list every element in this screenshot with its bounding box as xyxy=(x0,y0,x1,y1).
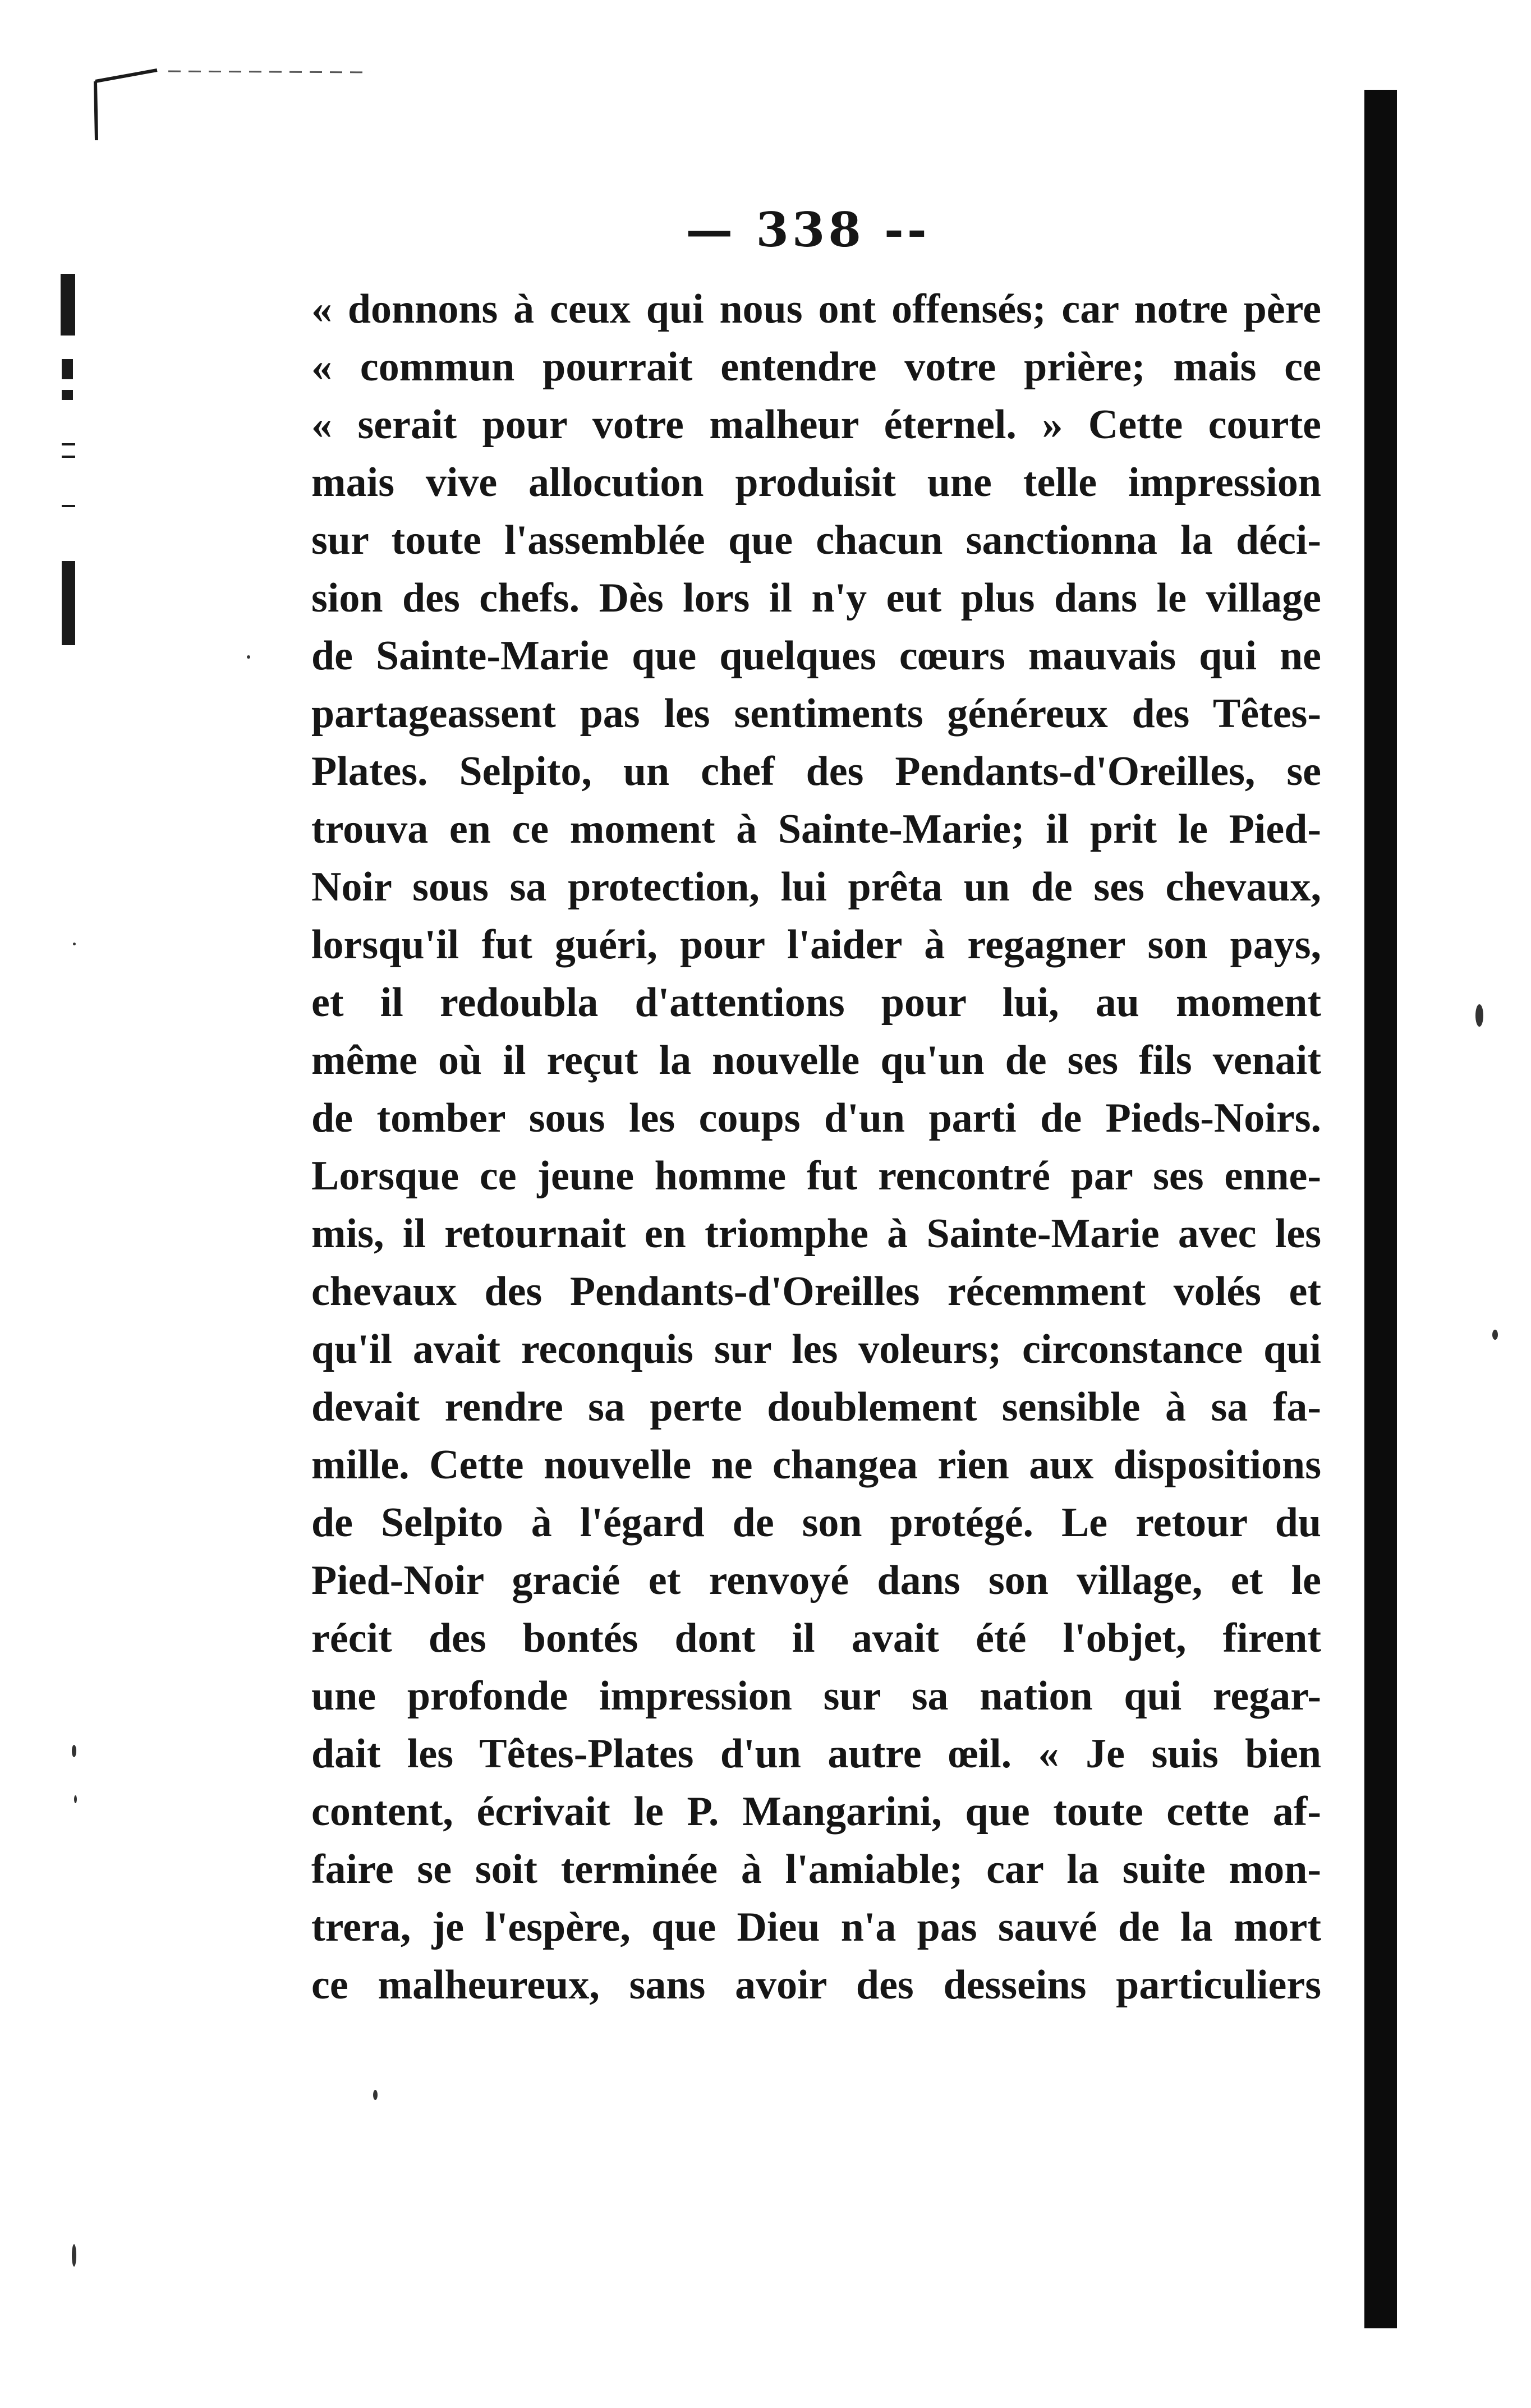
text-line: ce malheureux, sans avoir des desseins particuliers xyxy=(311,1962,1321,2008)
corner-stroke-icon xyxy=(90,65,381,143)
text-line: de tomber sous les coups d'un parti de Pieds-Noirs. xyxy=(311,1095,1321,1141)
text-line: mille. Cette nouvelle ne changea rien aux dispositions xyxy=(311,1442,1321,1488)
text-line: Plates. Selpito, un chef des Pendants-d'Oreilles, se xyxy=(311,748,1321,794)
text-line: Noir sous sa protection, lui prêta un de ses chevaux, xyxy=(311,864,1321,910)
margin-speck xyxy=(73,943,76,945)
margin-speck xyxy=(247,655,250,659)
text-line: trouva en ce moment à Sainte-Marie; il prit le Pied- xyxy=(311,806,1321,852)
text-line: mis, il retournait en triomphe à Sainte-Marie avec les xyxy=(311,1211,1321,1257)
margin-mark xyxy=(62,390,73,400)
text-line: faire se soit terminée à l'amiable; car la suite mon- xyxy=(311,1846,1321,1892)
text-line: dait les Têtes-Plates d'un autre œil. « Je suis bien xyxy=(311,1731,1321,1777)
margin-speck xyxy=(1475,1004,1483,1027)
text-line: Pied-Noir gracié et renvoyé dans son village, et le xyxy=(311,1557,1321,1603)
text-line: mais vive allocution produisit une telle impression xyxy=(311,459,1321,506)
text-line: une profonde impression sur sa nation qui regar- xyxy=(311,1673,1321,1719)
text-line: même où il reçut la nouvelle qu'un de ses fils venait xyxy=(311,1037,1321,1083)
text-line: lorsqu'il fut guéri, pour l'aider à regagner son pays, xyxy=(311,922,1321,968)
body-text xyxy=(311,281,1321,2014)
margin-mark xyxy=(62,443,75,445)
margin-mark xyxy=(62,561,75,645)
text-line: de Sainte-Marie que quelques cœurs mauvais qui ne xyxy=(311,633,1321,679)
text-line: récit des bontés dont il avait été l'objet, firent xyxy=(311,1615,1321,1661)
text-line: « serait pour votre malheur éternel. » Cette courte xyxy=(311,402,1321,448)
margin-mark xyxy=(62,456,75,458)
margin-speck xyxy=(72,2244,76,2267)
text-line: partageassent pas les sentiments généreux des Têtes- xyxy=(311,691,1321,737)
page-number: — 338 -- xyxy=(686,202,930,258)
margin-speck xyxy=(72,1745,76,1757)
text-line: sur toute l'assemblée que chacun sanctionna la déci- xyxy=(311,517,1321,563)
text-line: « commun pourrait entendre votre prière; mais ce xyxy=(311,344,1321,390)
text-line: « donnons à ceux qui nous ont offensés; car notre père xyxy=(311,286,1321,332)
text-line: chevaux des Pendants-d'Oreilles récemment volés et xyxy=(311,1269,1321,1315)
margin-speck xyxy=(74,1795,77,1803)
margin-mark xyxy=(62,359,73,379)
text-line: Lorsque ce jeune homme fut rencontré par ses enne- xyxy=(311,1153,1321,1199)
text-line: sion des chefs. Dès lors il n'y eut plus dans le village xyxy=(311,575,1321,621)
margin-speck xyxy=(1492,1330,1498,1340)
text-line: et il redoubla d'attentions pour lui, au moment xyxy=(311,980,1321,1026)
text-line: qu'il avait reconquis sur les voleurs; circonstance qui xyxy=(311,1326,1321,1372)
text-line: de Selpito à l'égard de son protégé. Le retour du xyxy=(311,1500,1321,1546)
text-line: trera, je l'espère, que Dieu n'a pas sauvé de la mort xyxy=(311,1904,1321,1950)
text-line: content, écrivait le P. Mangarini, que toute cette af- xyxy=(311,1789,1321,1835)
text-line: devait rendre sa perte doublement sensible à sa fa- xyxy=(311,1384,1321,1430)
margin-speck xyxy=(373,2090,378,2100)
margin-mark xyxy=(62,505,75,507)
margin-mark xyxy=(61,274,75,336)
binding-edge-bar xyxy=(1364,90,1397,2328)
